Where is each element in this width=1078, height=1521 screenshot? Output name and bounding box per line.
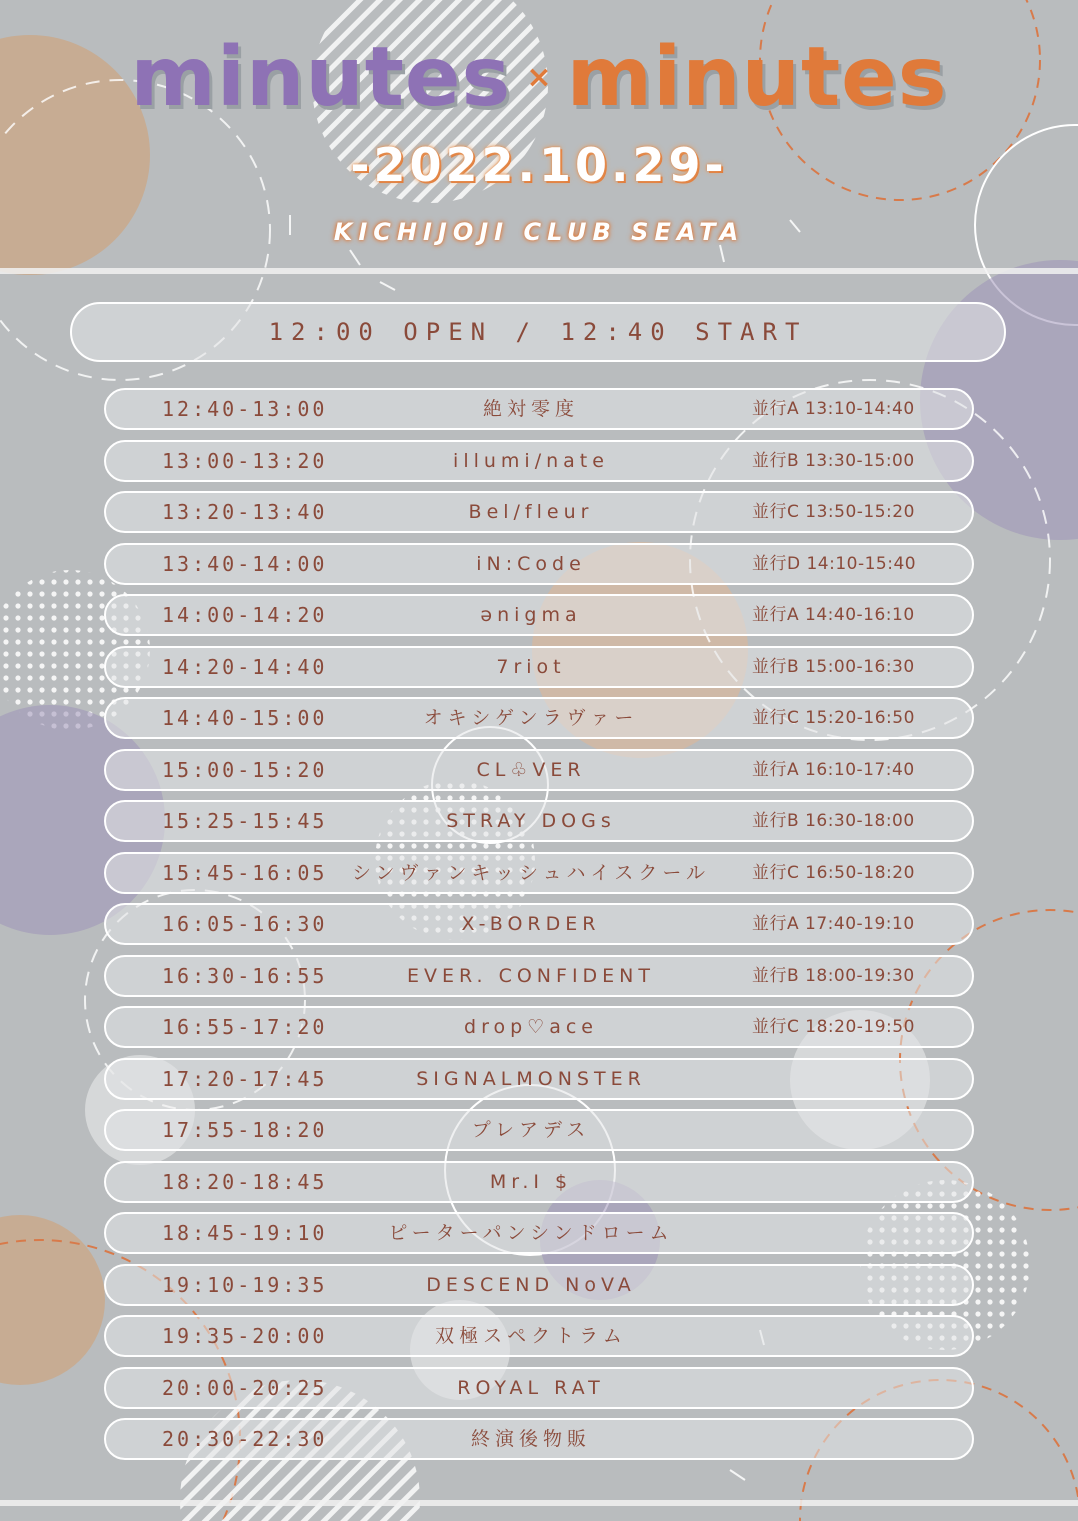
timetable-row [104,440,974,482]
slot-act-name: シンヴァンキッシュハイスクール [351,861,710,884]
slot-parallel-session [752,1163,952,1201]
slot-parallel-session: 並行B 15:00-16:30 [752,656,915,677]
slot-parallel-session: 並行B 18:00-19:30 [752,965,915,986]
slot-time: 14:20-14:40 [162,654,328,679]
timetable-row [104,1418,974,1460]
slot-act-name: CL♧VER [476,758,586,781]
timetable-row [104,1109,974,1151]
slot-parallel-session [752,1369,952,1407]
event-title [0,30,1078,140]
slot-time: 18:20-18:45 [162,1169,328,1194]
slot-time: 15:25-15:45 [162,809,328,833]
slot-time: 14:40-15:00 [162,706,328,730]
timetable-row [104,749,974,791]
event-venue: KICHIJOJI CLUB SEATA [333,218,745,246]
slot-time: 17:20-17:45 [162,1066,328,1091]
slot-parallel-session [752,1060,952,1098]
slot-time: 20:30-22:30 [162,1427,328,1451]
slot-act-name: X-BORDER [461,913,601,935]
title-left-word: minutes [130,30,512,125]
slot-act-name: プレアデス [471,1119,591,1141]
slot-act-name: drop♡ace [464,1016,598,1038]
slot-time: 20:00-20:25 [162,1375,328,1400]
title-cross: × [526,60,552,95]
footer-divider [0,1500,1078,1506]
slot-parallel-session: 並行A 13:10-14:40 [752,399,915,419]
slot-time: 13:40-14:00 [162,551,328,576]
slot-parallel-session [752,1214,952,1252]
slot-act-name: 絶対零度 [482,398,579,420]
slot-time: 16:55-17:20 [162,1015,328,1039]
slot-parallel-session: 並行C 13:50-15:20 [752,502,915,522]
timetable-row [104,491,974,533]
title-right-word: minutes [566,30,948,125]
timetable-row [104,594,974,636]
timetable-row [104,852,974,894]
header-divider [0,268,1078,274]
slot-parallel-session [752,1317,952,1355]
slot-parallel-session: 並行D 14:10-15:40 [752,553,917,574]
slot-parallel-session: 並行C 18:20-19:50 [752,1017,915,1037]
slot-parallel-session [752,1420,952,1458]
slot-act-name: Bel/fleur [468,501,594,523]
slot-act-name: 終演後物販 [470,1428,591,1450]
slot-parallel-session: 並行C 16:50-18:20 [752,862,915,883]
slot-time: 13:00-13:20 [162,448,328,473]
slot-act-name: 双極スペクトラム [435,1325,627,1347]
slot-time: 16:30-16:55 [162,963,328,988]
slot-parallel-session [752,1266,952,1304]
timetable-row [104,903,974,945]
slot-time: 18:45-19:10 [162,1221,328,1245]
slot-act-name: SIGNALMONSTER [416,1067,646,1090]
slot-time: 15:00-15:20 [162,757,328,782]
timetable-row [104,1058,974,1100]
slot-parallel-session: 並行B 16:30-18:00 [752,811,915,831]
slot-time: 14:00-14:20 [162,603,328,627]
slot-act-name: STRAY DOGs [446,810,616,832]
slot-act-name: 7riot [496,655,566,678]
timetable-row [104,955,974,997]
slot-parallel-session: 並行A 14:40-16:10 [752,605,915,625]
slot-act-name: オキシゲンラヴァー [423,707,639,729]
timetable-row [104,800,974,842]
timetable-row [104,1161,974,1203]
slot-time: 17:55-18:20 [162,1118,328,1142]
slot-act-name: illumi/nate [453,449,609,472]
timetable-row [104,1006,974,1048]
timetable-row [104,697,974,739]
timetable-row [104,388,974,430]
slot-parallel-session [752,1111,952,1149]
slot-time: 19:35-20:00 [162,1324,328,1348]
timetable-row [104,1367,974,1409]
slot-time: 12:40-13:00 [162,397,328,421]
slot-parallel-session: 並行C 15:20-16:50 [752,708,915,728]
slot-act-name: Mr.I $ [489,1170,573,1193]
event-date: -2022.10.29- [350,138,728,192]
slot-time: 16:05-16:30 [162,912,328,936]
slot-time: 19:10-19:35 [162,1272,328,1297]
timetable-row [104,1264,974,1306]
slot-act-name: ピーターパンシンドローム [388,1222,674,1244]
slot-time: 15:45-16:05 [162,860,328,885]
slot-act-name: EVER. CONFIDENT [406,964,656,987]
slot-time: 13:20-13:40 [162,500,328,524]
timetable-row [104,1315,974,1357]
slot-act-name: iN:Code [476,552,586,575]
timetable-row [104,1212,974,1254]
slot-parallel-session: 並行B 13:30-15:00 [752,450,915,471]
slot-act-name: DESCEND NoVA [426,1273,636,1296]
slot-act-name: ROYAL RAT [457,1376,605,1399]
slot-act-name: ənigma [480,604,582,626]
timetable-row [104,543,974,585]
slot-parallel-session: 並行A 17:40-19:10 [752,914,915,934]
open-start-banner: 12:00 OPEN / 12:40 START [70,302,1006,362]
slot-parallel-session: 並行A 16:10-17:40 [752,759,915,780]
timetable-row [104,646,974,688]
